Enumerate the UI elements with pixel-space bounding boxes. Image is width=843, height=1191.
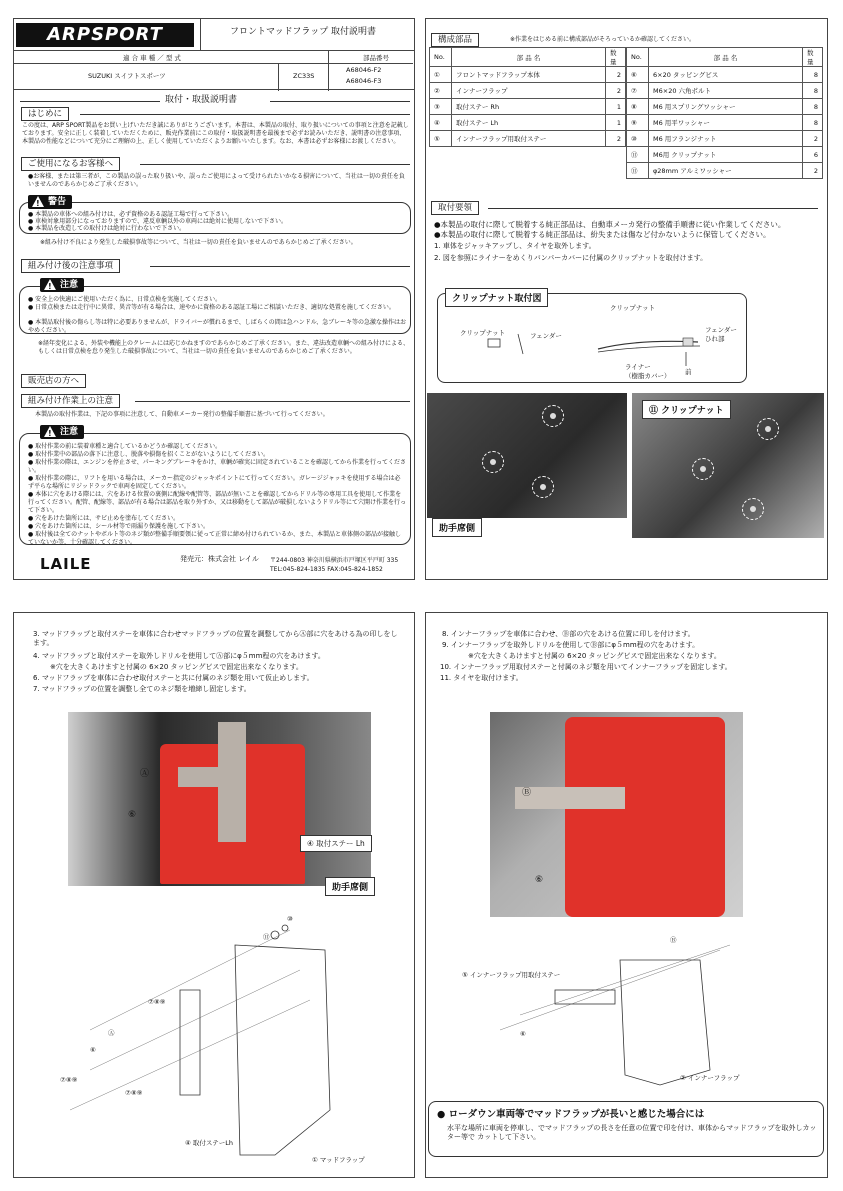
diag-label-stay-inner: ⑤ インナーフラップ用取付ステー [462, 971, 561, 979]
table-row [430, 67, 626, 83]
table-row [627, 163, 823, 179]
work-item-4: ● 取付作業の際に、リフトを用いる場合は、メーカー指定のジャッキポイントにて行ってください。ガレージジャッキを使用する場合は必ず平らな場所にリジッドラックで車両を固定してください。 [28, 475, 401, 490]
diag-label-789a: ⑦⑧⑨ [148, 998, 166, 1006]
parts-table-left [429, 47, 626, 147]
col-line2 [278, 63, 279, 91]
diag-label-789c: ⑦⑧⑨ [125, 1089, 143, 1097]
part-name: φ28mm アルミワッシャー [649, 163, 803, 179]
after-line [150, 266, 410, 267]
step-11: 11. タイヤを取付けます。 [440, 674, 523, 682]
exploded-diagram-right [440, 935, 770, 1095]
customer-heading: ご使用になるお客様へ [21, 157, 120, 171]
part-no: ⑪ [627, 147, 649, 163]
diag-label-789b: ⑦⑧⑨ [60, 1076, 78, 1084]
clip-marker [532, 476, 554, 498]
warning-label: 警告 [48, 197, 67, 207]
warning-note: ※組み付け不良により発生した破損事故等について、当社は一切の責任を負いませんのであらかじめご了承ください。 [40, 239, 357, 246]
col-line [328, 51, 329, 91]
clip-marker [542, 405, 564, 427]
clip-photo-label: ⑪ クリップナット [642, 400, 731, 419]
h-qty: 数量 [606, 48, 626, 67]
diag-label-a: Ⓐ [108, 1029, 115, 1037]
step-9: 9. インナーフラップを取外しドリルを使用してⒷ部にφ５mm程の穴をあけます。 [442, 641, 700, 649]
dealer-heading: 販売店の方へ [21, 374, 86, 388]
part-name: 取付ステー Rh [452, 99, 606, 115]
install-heading: 取付要領 [431, 201, 479, 215]
photo-label-screw: ⑥ [128, 810, 137, 820]
clip-marker [692, 458, 714, 480]
part-name: M6 用平ワッシャー [649, 115, 803, 131]
warning-item-1: ● 本製品の車体への組み付けは、必ず資格のある認証工場で行って下さい。 [28, 211, 234, 218]
warning-icon [32, 196, 44, 207]
part-no: ⑪ [627, 163, 649, 179]
intro-line [80, 114, 410, 115]
table-row [627, 99, 823, 115]
diag-label-inner: ② インナーフラップ [680, 1074, 740, 1082]
step-4: 4. マッドフラップと取付ステーを取外しドリルを使用してⒶ部にφ５mm程の穴をあけます。 [33, 652, 325, 660]
install-line-4: 2. 図を参照にライナーをめくりバンパーカバーに付属のクリップナットを取付けます。 [434, 254, 708, 262]
install-line-3: 1. 車体をジャッキアップし、タイヤを取外します。 [434, 242, 596, 250]
table-row [627, 83, 823, 99]
clip-label-lip: フェンダー ひれ部 [705, 326, 737, 343]
table-row [430, 83, 626, 99]
caution-label: 注意 [60, 280, 79, 290]
side-label-q3: 助手席側 [325, 877, 375, 896]
diag-label-6: ⑥ [90, 1046, 96, 1054]
lowdown-text: 水平な場所に車両を停車し、でマッドフラップの長さを任意の位置で印を付け、車体からマッドフラップを取外しカッター等で カットして下さい。 [447, 1124, 817, 1141]
diag-label-6-r: ⑥ [520, 1030, 526, 1038]
part-no: ⑧ [627, 99, 649, 115]
table-row [627, 131, 823, 147]
laile-logo-text: LAILE [40, 555, 92, 573]
part-name: 6×20 タッピングビス [649, 67, 803, 83]
part-number-2: A68046-F3 [346, 77, 382, 85]
work-line [135, 401, 410, 402]
diag-label-10: ⑩ [287, 915, 293, 923]
table-row [627, 147, 823, 163]
part-name: インナーフラップ用取付ステー [452, 131, 606, 147]
intro-text: この度は、ARP SPORT製品をお買い上げいただき誠にありがとうございます。本書は、本製品の取付、取り扱いについての事項と注意を記載しております。安全に正しく装着していただくために、販売作業前にこの取付・取扱説明書を最後まで必ずお読みいただき、説明書の注意事項、本製品の性能などについて充分にご理解の上、正しく使用していただくようお願いいたします。なお、本書は必ずお客様にお渡しください。 [22, 122, 409, 145]
step-9-note: ※穴を大きくあけますと付属の 6×20 タッピングビスで固定出来なくなります。 [468, 652, 721, 660]
laile-logo [40, 555, 92, 573]
work-item-7: ● 穴をあけた箇所には、シール材等で雨漏り保護を施して下さい。 [28, 523, 210, 530]
table-row [627, 115, 823, 131]
part-qty: 1 [606, 115, 626, 131]
part-name: 取付ステー Lh [452, 115, 606, 131]
work-item-8: ● 取付後は全てのナットやボルト等のネジ類が整備手順要領に従って正常に締め付けられているか、また、本製品と車体側の部品が接触していないか等、十分確認してください。 [28, 531, 402, 546]
exploded-diagram-left [30, 910, 410, 1170]
table-row [627, 67, 823, 83]
clip-label-fender: フェンダー [530, 332, 562, 340]
photo-inner-flap [490, 712, 743, 917]
work-item-6: ● 穴をあけた箇所には、サビ止めを塗布してください。 [28, 515, 180, 522]
customer-text: ●お客様、または第三者が、この製品の誤った取り扱いや、誤ったご使用によって受けられたいかなる損害について、当社は一切の責任を負いませんのであらかじめご了承ください。 [28, 173, 405, 188]
intro-heading: はじめに [21, 107, 69, 121]
part-no: ⑥ [627, 67, 649, 83]
after-note: ※経年変化による、外装や機能上のクレームには応じかねますのであらかじめご了承ください。また、違法改造車輌への組み付けによる、もしくは日常点検を怠り発生した破損事故について、当社は一切の責任を負いませんのであらかじめご了承ください。 [38, 340, 410, 355]
clip-marker [482, 451, 504, 473]
manual-title-line-l [20, 101, 160, 102]
part-no: ⑦ [627, 83, 649, 99]
part-qty: 8 [803, 115, 823, 131]
vehicle-header: 適 合 車 種 ／ 型 式 [123, 54, 181, 62]
clip-marker [742, 498, 764, 520]
part-number-1: A68046-F2 [346, 66, 382, 74]
parts-table-right [626, 47, 823, 179]
part-qty: 6 [803, 147, 823, 163]
h-qty-r: 数量 [803, 48, 823, 67]
parts-right-header [627, 48, 823, 67]
warning-item-2: ● 車検対象用部分になっておりますので、違反車輌以外の車両には絶対に使用しないで下さい。 [28, 218, 288, 225]
lowdown-box [428, 1101, 824, 1157]
address: 〒244-0803 神奈川県横浜市戸塚区平戸町 335 [270, 557, 399, 564]
parts-note: ※作業をはじめる前に構成部品がそろっているか確認してください。 [510, 36, 696, 43]
work-heading: 組み付け作業上の注意 [21, 394, 120, 408]
part-name: M6 用フランジナット [649, 131, 803, 147]
part-qty: 2 [606, 83, 626, 99]
part-no: ⑩ [627, 131, 649, 147]
parts-left-header [430, 48, 626, 67]
side-label-q2: 助手席側 [432, 518, 482, 537]
work-item-5: ● 本体に穴をあける際には、穴をあける位置の裏側に配線や配管等、部品が無いことを確認してからドリル等の専用工具を使用して作業を行ってください。配管、配線等、部品が有る場合は部品を取り外すか、又は移動をして部品が破損しないようドリル等にて穴開け作業を行って下さい。 [28, 491, 407, 514]
parts-heading: 構成部品 [431, 33, 479, 47]
photo-label-b: Ⓑ [522, 788, 532, 798]
part-qty: 2 [803, 163, 823, 179]
h-name: 部 品 名 [452, 48, 606, 67]
clip-label-liner: ライナー （樹脂カバー） [625, 363, 671, 380]
step-3: 3. マッドフラップと取付ステーを車体に合わせマッドフラップの位置を調整してからⒶ部に穴をあける為の印しをします。 [33, 630, 398, 647]
work-caution-tag [40, 425, 84, 439]
part-no: ⑨ [627, 115, 649, 131]
inner-flap-photo [565, 717, 725, 917]
clip-heading: クリップナット取付図 [445, 288, 548, 307]
row-line [13, 63, 413, 64]
partno-header: 部品番号 [363, 54, 389, 62]
vehicle-model: ZC33S [293, 72, 315, 80]
doc-title: フロントマッドフラップ 取付説明書 [230, 27, 377, 37]
customer-line [140, 164, 410, 165]
manual-title: 取付・取扱説明書 [165, 95, 238, 105]
part-qty: 8 [803, 83, 823, 99]
clip-marker [757, 418, 779, 440]
photo-stay-label: ④ 取付ステー Lh [300, 835, 372, 852]
part-qty: 8 [803, 99, 823, 115]
vehicle-table [13, 50, 415, 90]
table-row [430, 99, 626, 115]
inner-stay-photo [515, 787, 625, 809]
clip-diagram-svg [438, 294, 748, 384]
part-no: ④ [430, 115, 452, 131]
photo-label-a: Ⓐ [140, 769, 150, 779]
part-name: フロントマッドフラップ本体 [452, 67, 606, 83]
work-item-1: ● 取付作業の前に装着車種と適合しているかどうか確認してください。 [28, 443, 222, 450]
part-qty: 2 [606, 131, 626, 147]
part-name: M6×20 六角ボルト [649, 83, 803, 99]
vehicle-name: SUZUKI スイフトスポーツ [88, 72, 166, 80]
photo-flap-install [68, 712, 371, 886]
h-no: No. [430, 48, 452, 67]
after-caution-tag [40, 278, 84, 292]
warning-tag [28, 195, 72, 209]
header-divider [200, 18, 201, 50]
after-item-2: ● 日常点検または走行中に異常、異音等が有る場合は、速やかに資格のある認証工場にご相談いただき、適切な処置を施してください。 [28, 304, 395, 311]
part-name: M6用 クリップナット [649, 147, 803, 163]
diag-label-stay: ④ 取付ステーLh [185, 1139, 234, 1147]
clip-label-nut2: クリップナット [610, 304, 656, 312]
lowdown-heading: ● ローダウン車両等でマッドフラップが長いと感じた場合には [437, 1109, 705, 1120]
install-line-2: ●本製品の取付に際して脱着する純正部品は、紛失または傷など付かないように保管してください。 [434, 230, 771, 239]
part-no: ⑤ [430, 131, 452, 147]
step-6: 6. マッドフラップを車体に合わせ取付ステーと共に付属のネジ類を用いて仮止めします。 [33, 674, 314, 682]
stay-photo-arm [178, 767, 246, 787]
step-10: 10. インナーフラップ用取付ステーと付属のネジ類を用いてインナーフラップを固定します。 [440, 663, 732, 671]
step-4-note: ※穴を大きくあけますと付属の 6×20 タッピングビスで固定出来なくなります。 [50, 663, 303, 671]
h-name-r: 部 品 名 [649, 48, 803, 67]
part-no: ① [430, 67, 452, 83]
arpsport-logo: ARPSPORT [16, 23, 194, 47]
manual-title-line-r [270, 101, 410, 102]
install-line-1: ●本製品の取付に際して脱着する純正部品は、自動車メーカ発行の整備手順書に従い作業してください。 [434, 220, 786, 229]
table-row [430, 115, 626, 131]
part-qty: 2 [803, 131, 823, 147]
caution-label-2: 注意 [60, 427, 79, 437]
caution-icon [44, 279, 56, 290]
clip-label-nut: クリップナット [460, 329, 506, 337]
part-name: M6 用スプリングワッシャー [649, 99, 803, 115]
work-intro: 本製品の取付作業は、下記の事項に注意して、自動車メーカー発行の整備手順書に基づいて行ってください。 [35, 411, 329, 418]
part-qty: 2 [606, 67, 626, 83]
install-line [488, 208, 818, 209]
diag-label-11: ⑪ [263, 933, 270, 941]
diag-label-b: Ⓑ [670, 936, 677, 944]
after-item-1: ● 安全上の快適にご使用いただく為に、日常点検を実施してください。 [28, 296, 222, 303]
part-qty: 1 [606, 99, 626, 115]
step-8: 8. インナーフラップを車体に合わせ、Ⓑ部の穴をあける位置に印しを付けます。 [442, 630, 695, 638]
part-no: ③ [430, 99, 452, 115]
maker: 発売元：株式会社 レイル [180, 555, 259, 563]
warning-item-3: ● 本製品を改造しての取付けは絶対に行わないで下さい。 [28, 225, 186, 232]
clip-label-front: 前 [685, 368, 692, 376]
photo-clip-left [427, 393, 627, 518]
work-item-2: ● 取付作業中の部品の落下に注意し、脱落や損傷を招くことがないようにしてください。 [28, 451, 270, 458]
step-7: 7. マッドフラップの位置を調整し全てのネジ類を増締し固定します。 [33, 685, 251, 693]
diag-label-flap: ① マッドフラップ [312, 1156, 365, 1164]
table-row [430, 131, 626, 147]
part-no: ② [430, 83, 452, 99]
part-qty: 8 [803, 67, 823, 83]
part-name: インナーフラップ [452, 83, 606, 99]
after-item-3: ● 本製品取付後の傷らし等は特に必要ありませんが、ドライバーが慣れるまで、しばらくの間は急ハンドル、急ブレーキ等の急激な操作はおやめください。 [28, 319, 407, 334]
photo-label-screw-r: ⑥ [535, 875, 544, 885]
work-item-3: ● 取付作業の際は、エンジンを停止させ、パーキングブレーキをかけ、車輌が確実に固定されていることを確認してから作業を行ってください。 [28, 459, 407, 474]
caution-icon-2 [44, 426, 56, 437]
tel: TEL:045-824-1835 FAX:045-824-1852 [270, 566, 383, 573]
after-heading: 組み付け後の注意事項 [21, 259, 120, 273]
h-no-r: No. [627, 48, 649, 67]
